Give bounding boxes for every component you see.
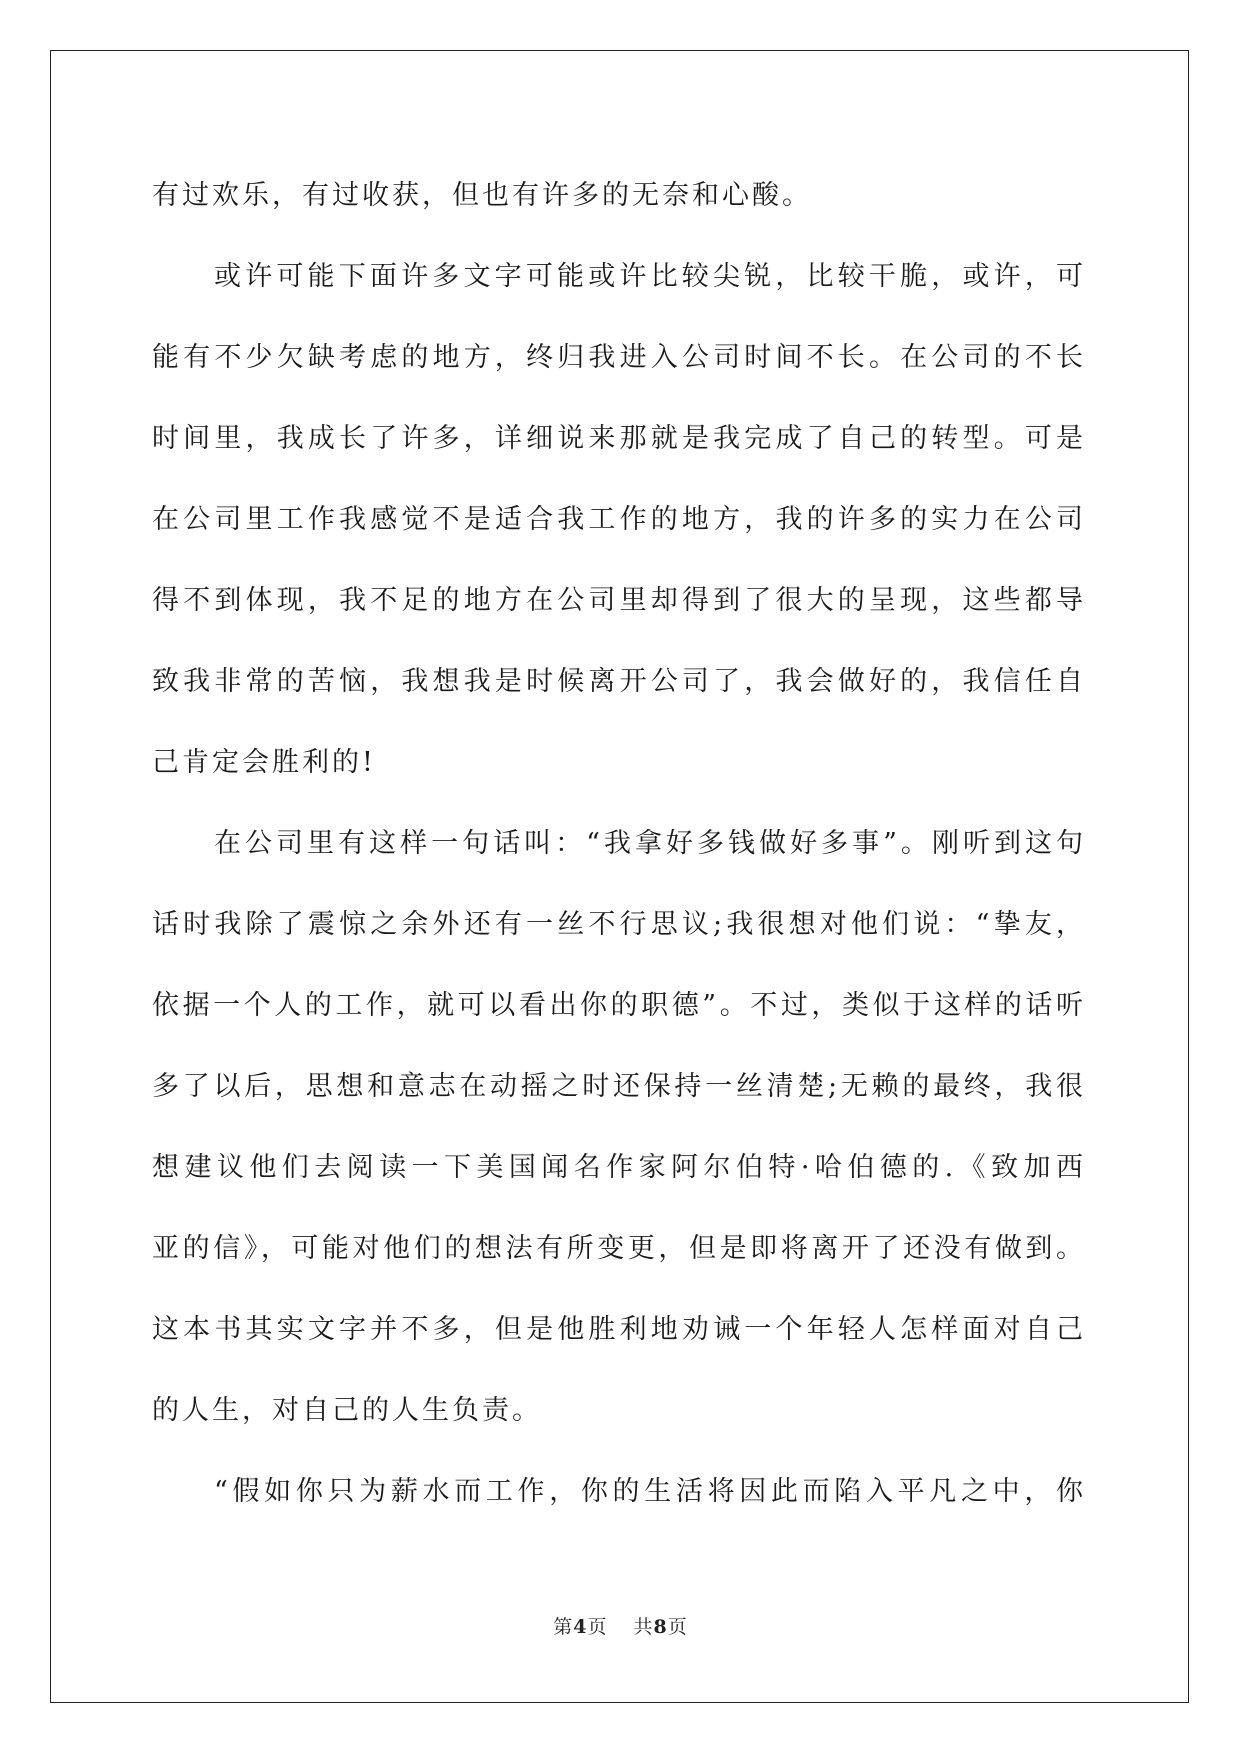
current-page-number: 4 [573,1616,588,1638]
text-line: “假如你只为薪水而工作，你的生活将因此而陷入平凡之中，你 [214,1476,1086,1507]
footer-total-suffix: 页 [667,1616,688,1638]
body-text [152,155,1086,1532]
footer-prefix: 第 [553,1616,574,1638]
text-line: 多了以后，思想和意志在动摇之时还保持一丝清楚;无赖的最终，我很 [152,1071,1086,1102]
text-line: 亚的信》，可能对他们的想法有所变更，但是即将离开了还没有做到。 [152,1233,1086,1264]
text-line: 在公司里工作我感觉不是适合我工作的地方，我的许多的实力在公司 [152,504,1086,535]
page-footer [0,1612,1241,1639]
text-line: 这本书其实文字并不多，但是他胜利地劝诫一个年轻人怎样面对自己 [152,1314,1086,1345]
text-line: 能有不少欠缺考虑的地方，终归我进入公司时间不长。在公司的不长 [152,342,1086,373]
text-line: 己肯定会胜利的! [152,747,376,778]
text-line: 时间里，我成长了许多，详细说来那就是我完成了自己的转型。可是 [152,423,1086,454]
text-line: 有过欢乐，有过收获，但也有许多的无奈和心酸。 [152,180,812,211]
total-page-number: 8 [653,1616,668,1638]
text-line: 话时我除了震惊之余外还有一丝不行思议;我很想对他们说：“挚友， [152,909,1086,940]
footer-total-prefix: 共 [633,1616,654,1638]
text-line: 得不到体现，我不足的地方在公司里却得到了很大的呈现，这些都导 [152,585,1086,616]
text-line: 想建议他们去阅读一下美国闻名作家阿尔伯特·哈伯德的.《致加西 [152,1152,1086,1183]
text-line: 在公司里有这样一句话叫：“我拿好多钱做好多事”。刚听到这句 [214,828,1086,859]
text-line: 的人生，对自己的人生负责。 [152,1395,542,1426]
footer-page-suffix: 页 [587,1616,608,1638]
text-line: 依据一个人的工作，就可以看出你的职德”。不过，类似于这样的话听 [152,990,1086,1021]
text-line: 或许可能下面许多文字可能或许比较尖锐，比较干脆，或许，可 [214,261,1086,292]
text-line: 致我非常的苦恼，我想我是时候离开公司了，我会做好的，我信任自 [152,666,1086,697]
